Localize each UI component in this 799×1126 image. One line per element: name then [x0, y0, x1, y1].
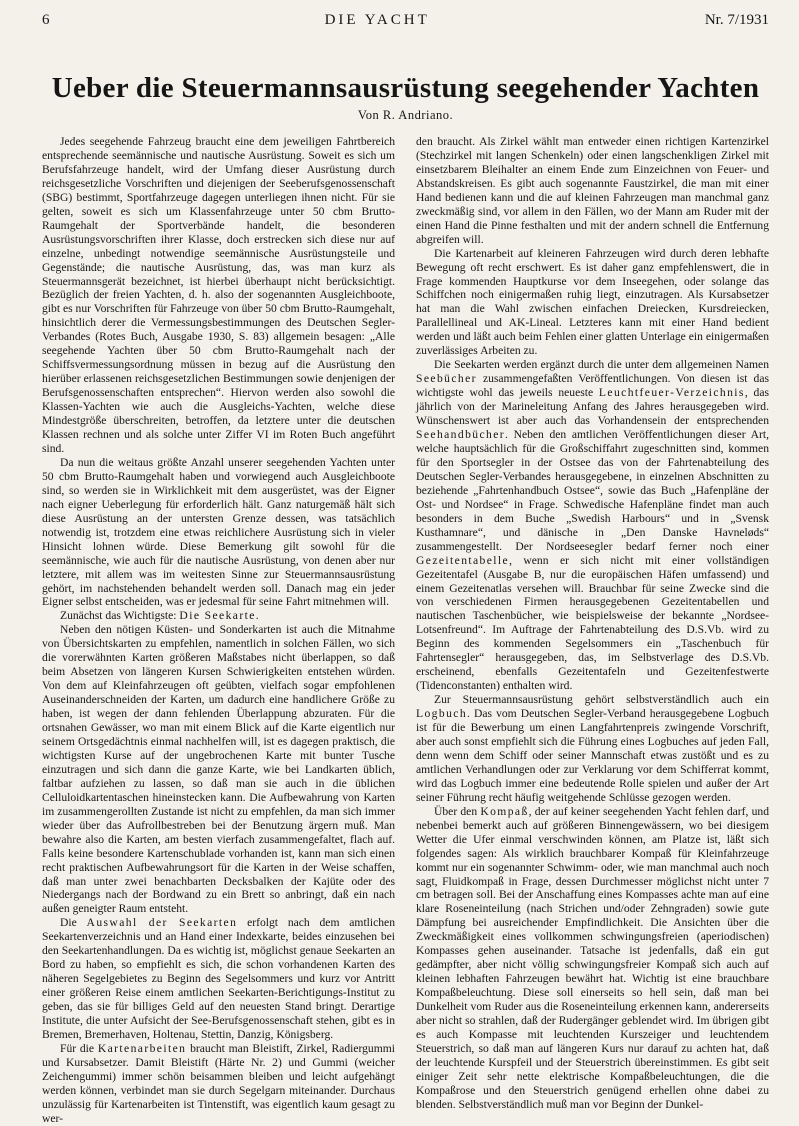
paragraph [416, 358, 769, 693]
text-run: erfolgt nach dem amtlichen Seekartenverzeichnis und an Hand einer Indexkarte, beides einzusehen bei den Seekartenhandlungen. Da es wichtig ist, möglichst genaue Seekarten an Bord zu haben, so empfiehlt es sich, die schon vorhandenen Karten des näheren Segelgebietes zu Beginn des Segelsommers und kurz vor Antritt einer größeren Reise einem amtlichen Seekarten-Berichtigungs-Institut zu geben, das sie für billiges Geld auf den neuesten Stand bringt. Derartige Institute, die unter Aufsicht der See-Berufsgenossenschaft stehen, gibt es in Bremen, Bremerhaven, Holtenau, Stettin, Danzig, Königsberg. [42, 916, 395, 1041]
text-run: zusammengefaßten Veröffentlichungen. Von diesen ist das wichtigste wohl das jeweils neueste [416, 372, 769, 400]
article-title: Ueber die Steuermannsausrüstung seegehender Yachten [51, 72, 760, 104]
section-term: Leuchtfeuer-Verzeichnis [598, 386, 745, 400]
section-term: Seehandbücher [416, 428, 506, 442]
text-run: Zunächst das Wichtigste: [60, 609, 180, 623]
section-term: Seebücher [416, 372, 477, 386]
paragraph [416, 693, 769, 805]
section-term: Kartenarbeiten [97, 1041, 187, 1055]
text-run: . Das vom Deutschen Segler-Verband herausgegebene Logbuch ist für die Bewerbung um einen Langfahrtenpreis zwingende Vorschrift, aber auch sonst empfiehlt sich die Führung eines Logbuches auf jeden Fall, denn wenn dem Schiff oder seiner Mannschaft etwas zustößt und es zu amtlichen Verhandlungen oder zur Verklarung vor dem Schifferrat kommt, wird das Logbuch immer eine bedeutende Rolle spielen und außer der Art seiner Führung recht häufig weitgehende Schlüsse gezogen werden. [416, 707, 769, 804]
column-left [42, 135, 395, 1126]
text-run: Die [60, 916, 87, 930]
issue-number: Nr. 7/1931 [704, 12, 769, 28]
text-run: , der auf keiner seegehenden Yacht fehlen darf, und nebenbei bemerkt auch auf größeren Binnengewässern, wo bei diesigem Wetter die Ufer einmal verschwinden können, am Platze ist, läßt sich folgendes sagen: Als wirklich brauchbarer Kompaß für Kleinfahrzeuge kommt nur ein sogenannter Schwimm- oder, wie man manchmal auch noch sagt, Fluidkompaß in Frage, dessen Durchmesser möglichst nicht unter 7 cm betragen soll. Bei der Anschaffung eines Kompasses achte man auf eine klare Roseneinteilung (nach Strichen und/oder Zehngraden) sowie gute Dämpfung bei ausreichender Empfindlichkeit. Die Ansichten über die Zweckmäßigkeit eines vollkommen schwingungsfreien (aperiodischen) Kompasses gehen auseinander. Tatsache ist jedenfalls, daß ein gut gedämpfter, aber nicht völlig schwingungsfreier Kompaß sich auch auf kleinen lebhaften Fahrzeugen bewährt hat. Wichtig ist eine brauchbare Kompaßbeleuchtung. Diese soll einerseits so hell sein, daß man bei Dunkelheit vom Ruder aus die Roseneinteilung erkennen kann, andererseits aber nicht so strahlen, daß der Rudergänger geblendet wird. Im übrigen gibt es auch Kompasse mit leuchtenden Kurszeiger und leuchtendem Steuerstrich, so daß man auf längeren Kurs nur darauf zu achten hat, daß der leuchtende Kurspfeil und der Steuerstrich übereinstimmen. Es gibt seit einiger Zeit sehr nette elektrische Kompaßbeleuchtungen, die die Kompaßrose und den Steuerstrich genügend erhellen ohne dabei zu blenden. Selbstverständlich muß man vor Beginn der Dunkel- [416, 804, 769, 1111]
section-term: Gezeitentabelle [416, 553, 510, 567]
paragraph [42, 609, 395, 623]
paragraph: Neben den nötigen Küsten- und Sonderkarten ist auch die Mitnahme von Übersichtskarten zu empfehlen, namentlich in solchen Fällen, wo sich die vorerwähnten Karten größeren Maßstabes nicht überlappen, so daß beim Absetzen von längeren Kursen Schwierigkeiten entstehen würden. Von dem auf Kleinfahrzeugen oft geübten, vielfach sogar empfohlenen Auseinanderschneiden der Karten, um dadurch eine handlichere Größe zu haben, ist wegen der dann fehlenden Überlappung abzuraten. Für die ortsnahen Gewässer, wo man mit einem Blick auf die Karte eigentlich nur seinem Ortsgedächtnis einmal nachhelfen will, ist es dagegen praktisch, die wichtigsten Kurse auf der ungebrochenen Karte mit bunter Tusche einzutragen und sich dann die ganze Karte, wie bei Landkarten üblich, faltbar aufziehen zu lassen, so daß man sie auch in die üblichen Celluloidkartentaschen hineinstecken kann. Die Aufbewahrung von Karten im zusammengerollten Zustande ist nicht zu empfehlen, da man sich immer wieder über das Aufrollbestreben bei der Benutzung ärgern muß. Man bewahre also die Karten, am besten vierfach zusammengefaltet, flach auf. Falls keine besondere Kartenschublade vorhanden ist, kann man sich einen recht praktischen Aufbewahrungsort für die Karten in der Weise schaffen, daß man unter zwei benachbarten Decksbalken der Kajüte oder des Niedergangs nach der Bordwand zu ein Brett so anbringt, daß ein nach außen geneigter Raum entsteht. [42, 623, 395, 916]
section-term: Auswahl der Seekarten [86, 916, 238, 930]
paragraph: Da nun die weitaus größte Anzahl unserer seegehenden Yachten unter 50 cbm Brutto-Raumgehalt haben und vorwiegend auch Ausgleichboote sind, so werden sie in Wirklichkeit mit dem ausgerüstet, was der Eigner nach eigner Ueberlegung für erforderlich hält. Ganz naturgemäß hält sich diese Ausrüstung an der untersten Grenze dessen, was tatsächlich notwendig ist, trotzdem eine etwas reichlichere Ausrüstung sich in vieler Hinsicht lohnen würde. Diese Bemerkung gilt sowohl für die seemännische, wie auch für die nautische Ausrüstung, von denen aber nur letztere, mit allem was im weitesten Sinne zur Steuermannsausrüstung gehört, im nachstehenden behandelt werden soll. Danach mag ein jeder Eigner selbst entscheiden, was er jedesmal für seine Fahrt mitnehmen will. [42, 455, 395, 609]
paragraph: Die Kartenarbeit auf kleineren Fahrzeugen wird durch deren lebhafte Bewegung oft recht erschwert. Es ist daher ganz empfehlenswert, die in Frage kommenden Hauptkurse vor dem Inseegehen, oder solange das Schiffchen noch einigermaßen ruhig liegt, einzutragen. Als Kursabsetzer hat man die Wahl zwischen einfachen Dreiecken, Kursdreiecken, Parallellineal und AK-Lineal. Letzteres kann mit einer Hand bedient werden und läßt auch beim Fehlen einer glatten Unterlage ein einigermaßen zuverlässiges Arbeiten zu. [416, 246, 769, 358]
paragraph: den braucht. Als Zirkel wählt man entweder einen richtigen Kartenzirkel (Stechzirkel mit langen Schenkeln) oder einen langschenkligen Zirkel mit einsetzbarem Bleihalter an einem Ende zum Einzeichnen von Feuer- und Abstandskreisen. Es gibt auch sogenannte Faustzirkel, die man mit einer Hand bedienen kann und die auf kleinen Fahrzeugen man manchmal ganz zweckmäßig sind, vor allem in den Fällen, wo der Mann am Ruder mit der einen Hand die Pinne festhalten und mit der andern schnell die Entfernung abgreifen will. [416, 135, 769, 246]
page-number: 6 [42, 12, 50, 28]
text-run: Die Seekarten werden ergänzt durch die unter dem allgemeinen Namen [434, 358, 769, 372]
text-run: Für die [60, 1041, 98, 1055]
text-run: , wenn er sich nicht mit einer vollständigen Gezeitentafel (Ausgabe B, nur die europäischen Häfen umfassend) und einem Gezeitenatlas versehen will. Brauchbar für seine Zwecke sind die von verschiedenen Firmen herausgegebenen Gezeitentabellen und nautischen Taschenbücher, wie beispielsweise der bekannte „Nordsee-Lotsenfreund“. Im Auftrage der Fahrtenabteilung des D.S.Vb. wird zu Beginn des kommenden Segelsommers ein „Taschenbuch für Fahrtensegler“ herausgegeben, das, im Selbstverlage des D.S.Vb. erscheinend, ebenfalls Gezeitentafeln und Gezeitenfestwerte (Tidenconstanten) enthalten wird. [416, 553, 769, 693]
text-run: . Neben den amtlichen Veröffentlichungen dieser Art, welche hauptsächlich für die Großschiffahrt zugeschnitten sind, kommen für den Sportsegler in der Ostsee das von der Fahrtenabteilung des Deutschen Segler-Verbandes herausgegebene, in einzelnen Abschnitten zu beziehende „Fahrtenhandbuch Ostsee“, sowie das Buch „Hafenpläne der Ost- und Nordsee“ in Frage. Schwedische Hafenpläne findet man auch besonders in dem Buche „Swedish Harbours“ und in „Svensk Kusthamnare“, und dänische in „Den Danske Havneløds“ zusammengestellt. Der Nordseesegler bedarf ferner noch einer [416, 428, 769, 553]
text-run: Zur Steuermannsausrüstung gehört selbstverständlich auch ein [434, 693, 769, 707]
section-term: Logbuch [416, 707, 468, 721]
section-term: Die Seekarte. [179, 609, 261, 623]
paragraph [42, 916, 395, 1042]
article-body [42, 135, 769, 1126]
paragraph [416, 805, 769, 1112]
text-run: Über den [434, 804, 481, 818]
byline: Von R. Andriano. [357, 108, 454, 122]
column-right [416, 135, 769, 1126]
text-run: braucht man Bleistift, Zirkel, Radiergummi und Kursabsetzer. Damit Bleistift (Härte Nr. 2) und Gummi (weicher Zeichengummi) immer schön beisammen bleiben und leicht aufgehängt werden können, verbindet man sie durch Segelgarn miteinander. Durchaus unzulässig für Kartenarbeiten ist Tintenstift, was eigentlich kaum gesagt zu wer- [42, 1041, 395, 1125]
section-term: Kompaß [480, 804, 529, 818]
running-head [42, 12, 769, 38]
journal-title: DIE YACHT [324, 12, 430, 28]
text-run: , das jährlich von der Marineleitung Anfang des Jahres herausgegeben wird. Wünschenswert ist aber auch das Vorhandensein der entsprechenden [416, 386, 769, 428]
paragraph: Jedes seegehende Fahrzeug braucht eine dem jeweiligen Fahrtbereich entsprechende seemännische und nautische Ausrüstung. Soweit es sich um Berufsfahrzeuge handelt, wird der Umfang dieser Ausrüstung durch reichsgesetzliche Vorschriften und diejenigen der Seeberufsgenossenschaft (SBG) bestimmt, Sportfahrzeuge dagegen unterliegen ihnen nicht. Für sie gelten, soweit es sich um Klassenfahrzeuge unter 50 cbm Brutto-Raumgehalt der Sportverbände handelt, die besonderen Ausrüstungsvorschriften ihrer Klasse, doch erstrecken sich diese nur auf einzelne, unbedingt notwendige seemännische Ausrüstungsteile und Gegenstände; die nautische Ausrüstung, das, was man kurz als Steuermannsgerät bezeichnet, ist hierbei überhaupt nicht berücksichtigt. Bezüglich der freien Yachten, d. h. also der sogenannten Ausgleichboote, gibt es nur Vorschriften für Fahrzeuge von über 50 cbm Brutto-Raumgehalt, hinsichtlich derer die Vermessungsbestimmungen des Deutschen Segler-Verbandes (Rotes Buch, Ausgabe 1930, S. 83) allgemein besagen: „Alle seegehende Yachten über 50 cbm Brutto-Raumgehalt nach der Schiffsvermessungsordnung müssen in bezug auf die Ausrüstung den hierüber erlassenen reichsgesetzlichen Bestimmungen sowie denjenigen der Berufsgenossenschaften entsprechen“. Hiervon werden also sowohl die Klassen-Yachten wie auch die Ausgleichs-Yachten, welche diese Mindestgröße überschreiten, betroffen, da letztere unter die deutschen Klassen rechnen und als solche unter Ziffer VI im Roten Buch angeführt sind. [42, 135, 395, 455]
